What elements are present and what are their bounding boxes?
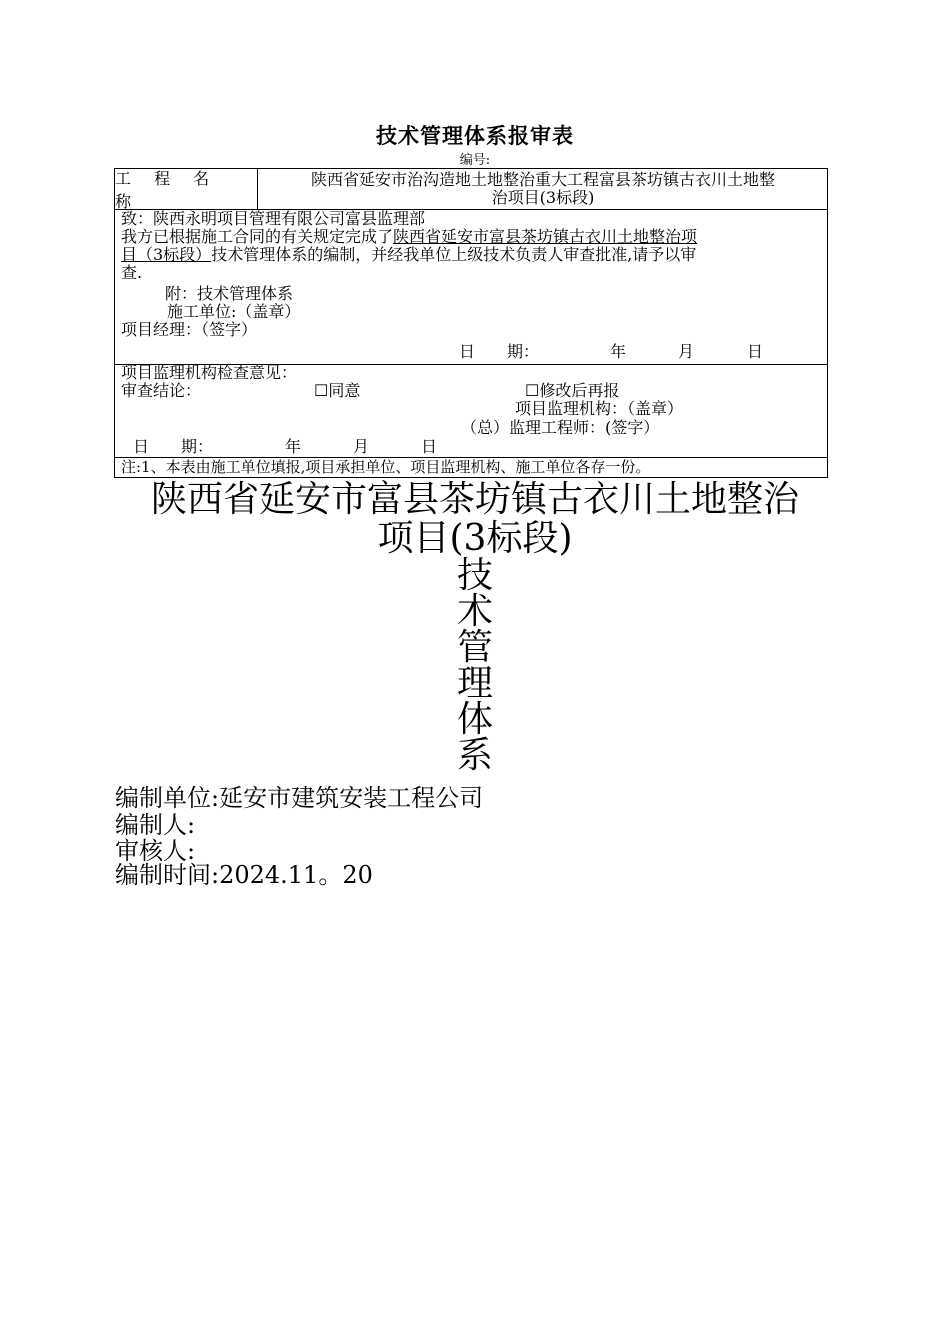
project-name-line2: 治项目(3标段) — [491, 188, 595, 207]
vertical-char: 术 — [456, 591, 493, 632]
compiler-unit: 编制单位:延安市建筑安装工程公司 — [115, 784, 484, 812]
vertical-char: 体 — [456, 699, 493, 740]
project-name-value — [262, 171, 824, 207]
chief-engineer-signature: （总）监理工程师：(签字） — [461, 418, 660, 437]
vertical-char: 系 — [456, 735, 493, 776]
supervision-date-label: 日 期： — [133, 437, 214, 456]
reviewer: 审核人: — [115, 837, 196, 865]
vertical-char: 管 — [456, 627, 493, 668]
supervision-month: 月 — [353, 437, 370, 456]
body-line2-rest: 技术管理体系的编制，并经我单位上级技术负责人审查批准,请予以审 — [211, 245, 697, 264]
supervision-opinion: 项目监理机构检查意见： — [121, 363, 298, 382]
contractor-date-label: 日 期： — [459, 342, 540, 361]
cover-title-line1: 陕西省延安市富县茶坊镇古衣川土地整治 — [150, 479, 799, 520]
attachment: 附：技术管理体系 — [165, 284, 294, 303]
supervision-year: 年 — [285, 437, 302, 456]
option-agree-checkbox[interactable]: ☐同意 — [314, 381, 361, 400]
body-line1 — [121, 228, 697, 245]
supervision-section — [115, 365, 827, 458]
option-revise-checkbox[interactable]: ☐修改后再报 — [525, 381, 620, 400]
contractor-month: 月 — [678, 342, 695, 361]
body-prefix: 我方已根据施工合同的有关规定完成了 — [121, 227, 394, 246]
body-project-underlined-2: 目（3标段） — [121, 245, 212, 264]
compile-time: 编制时间:2024.11。20 — [115, 861, 373, 889]
supervision-org-seal: 项目监理机构：（盖章） — [515, 399, 684, 418]
compiler: 编制人: — [115, 811, 196, 839]
project-manager: 项目经理：（签字） — [121, 320, 258, 339]
addressee: 致：陕西永明项目管理有限公司富县监理部 — [121, 209, 426, 228]
supervision-day: 日 — [421, 437, 438, 456]
project-name-line1: 陕西省延安市治沟造地土地整治重大工程富县茶坊镇古衣川土地整 — [310, 170, 775, 189]
form-number-label: 编号: — [459, 153, 491, 168]
note-row — [115, 458, 827, 478]
project-row — [115, 169, 827, 210]
contractor-year: 年 — [610, 342, 627, 361]
vertical-title — [455, 555, 495, 776]
vertical-char: 技 — [456, 555, 493, 596]
body-line2 — [121, 246, 696, 263]
review-conclusion: 审查结论： — [121, 381, 202, 400]
cover-title-line2: 项目(3标段) — [377, 518, 573, 559]
contractor-unit: 施工单位:（盖章） — [167, 302, 301, 321]
review-form-table — [114, 168, 828, 478]
form-title: 技术管理体系报审表 — [376, 124, 574, 148]
contractor-section — [115, 209, 827, 365]
contractor-day: 日 — [747, 342, 764, 361]
body-project-underlined-1: 陕西省延安市富县茶坊镇古衣川土地整治项 — [393, 227, 698, 246]
vertical-char: 理 — [456, 663, 493, 704]
project-name-label: 工 程 名 称 — [115, 169, 258, 209]
form-note: 注:1、本表由施工单位填报,项目承担单位、项目监理机构、施工单位各存一份。 — [121, 458, 651, 476]
body-line3: 查. — [121, 263, 143, 282]
